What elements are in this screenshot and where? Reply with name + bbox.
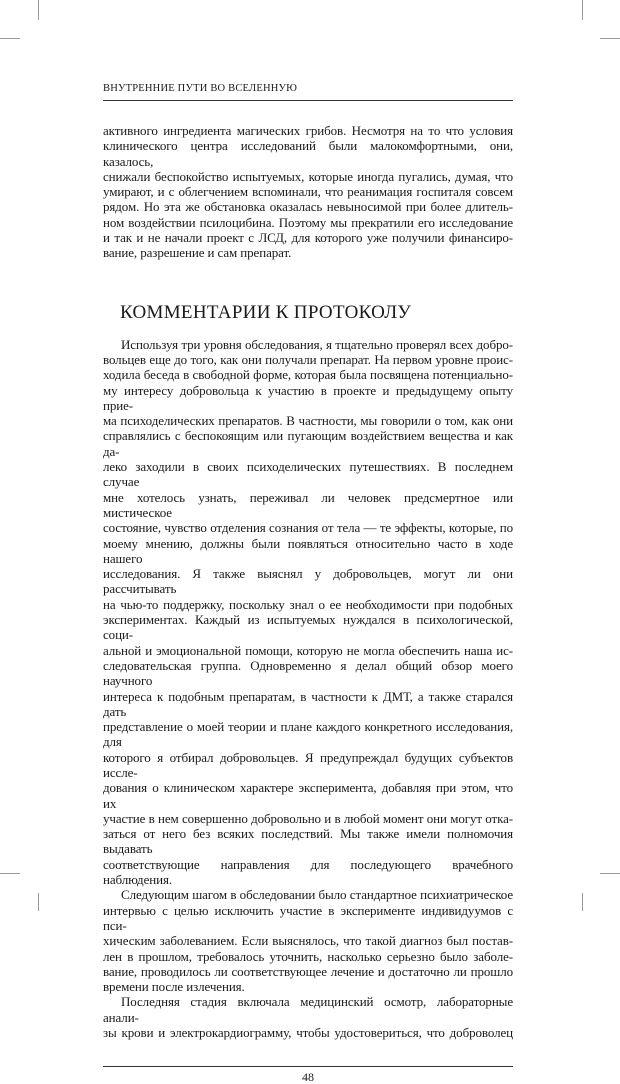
text-line: мне хотелось узнать, переживал ли человек предсмертное или мистическое (103, 489, 513, 520)
text-line: интервью с целью исключить участие в эксперименте индивидуумов с пси- (103, 902, 513, 933)
text-line: вание, разрешение и сам препарат. (103, 245, 292, 261)
page-number: 48 (302, 1070, 314, 1084)
section-heading: КОММЕНТАРИИ К ПРОТОКОЛУ (120, 301, 412, 323)
text-line: ма психоделических препаратов. В частности, мы говорили о том, как они (103, 413, 513, 429)
text-line: Последняя стадия включала медицинский осмотр, лабораторные анали- (103, 994, 513, 1025)
running-head: ВНУТРЕННИЕ ПУТИ ВО ВСЕЛЕННУЮ (103, 83, 298, 94)
text-line: которого я отбирал добровольцев. Я предупреждал будущих субъектов иссле- (103, 749, 513, 780)
text-line: справлялись с беспокоящим или пугающим воздействием вещества и как да- (103, 428, 513, 459)
crop-mark (0, 38, 20, 39)
text-line: на чью-то поддержку, поскольку знал о ее необходимости при подобных (103, 596, 513, 612)
paragraph (103, 123, 513, 261)
text-line: ходила беседа в свободной форме, которая была посвящена потенциально- (103, 367, 513, 383)
text-line: дования о клиническом характере эксперимента, добавляя при этом, что их (103, 780, 513, 811)
text-line: лен в прошлом, требовалось уточнить, насколько серьезно было заболе- (103, 948, 513, 964)
text-line: соответствующие направления для последующего врачебного наблюдения. (103, 856, 513, 888)
crop-mark (38, 893, 39, 911)
text-line: и так и не начали проект с ЛСД, для которого уже получили финансиро- (103, 230, 513, 246)
text-line: ном воздействии псилоцибина. Поэтому мы прекратили его исследование (103, 214, 513, 230)
paragraph (103, 337, 513, 888)
text-line: вание, проводилось ли соответствующее лечение и достаточно ли прошло (103, 963, 513, 979)
crop-mark (582, 0, 583, 20)
text-line: зы крови и электрокардиограмму, чтобы удостовериться, что доброволец (103, 1025, 513, 1041)
body-text-main (103, 337, 513, 1041)
text-line: интереса к подобным препаратам, в частности к ДМТ, а также старался дать (103, 688, 513, 719)
text-line: хическим заболеванием. Если выяснялось, что такой диагноз был постав- (103, 933, 513, 949)
text-line: заться от него без всяких последствий. Мы также имели полномочия выдавать (103, 826, 513, 857)
text-line: следовательская группа. Одновременно я делал общий обзор моего научного (103, 657, 513, 689)
text-line: леко заходили в своих психоделических путешествиях. В последнем случае (103, 459, 513, 490)
body-text-top (103, 123, 513, 261)
text-line: Следующим шагом в обследовании было стандартное психиатрическое (121, 887, 513, 903)
text-line: представление о моей теории и плане каждого конкретного исследования, для (103, 719, 513, 750)
crop-mark (0, 873, 20, 874)
crop-mark (600, 873, 620, 874)
text-line: моему мнению, должны были появляться относительно часто в ходе нашего (103, 535, 513, 566)
text-line: альной и эмоциональной помощи, которую не могла обеспечить наша ис- (103, 642, 513, 658)
text-line: снижали беспокойство испытуемых, которые иногда пугались, думая, что (103, 168, 513, 184)
text-line: клинического центра исследований были малокомфортными, они, казалось, (103, 138, 513, 169)
text-line: умирают, и с облегчением вспоминали, что реанимация госпиталя совсем (103, 184, 513, 200)
crop-mark (38, 0, 39, 20)
text-line: состояние, чувство отделения сознания от тела — те эффекты, которые, по (103, 520, 513, 536)
text-line: вольцев еще до того, как они получали препарат. На первом уровне проис- (103, 351, 513, 367)
paragraph (103, 887, 513, 994)
text-line: рядом. Но эта же обстановка оказалась невыносимой при более длитель- (103, 199, 513, 215)
text-line: участие в нем совершенно добровольно и в любой момент они могут отка- (103, 810, 513, 826)
crop-mark (582, 893, 583, 911)
crop-mark (600, 38, 620, 39)
text-line: Используя три уровня обследования, я тщательно проверял всех добро- (121, 336, 513, 352)
paragraph (103, 994, 513, 1040)
text-line: исследования. Я также выяснял у добровольцев, могут ли они рассчитывать (103, 566, 513, 597)
footer-rule (103, 1066, 513, 1067)
page-content (103, 82, 513, 1084)
text-line: активного ингредиента магических грибов. Несмотря на то что условия (103, 123, 513, 138)
text-line: му интересу добровольца к участию в проекте и предыдущему опыту прие- (103, 382, 513, 413)
text-line: времени после излечения. (103, 979, 245, 995)
text-line: экспериментах. Каждый из испытуемых нуждался в психологической, соци- (103, 612, 513, 643)
header-rule (103, 100, 513, 101)
